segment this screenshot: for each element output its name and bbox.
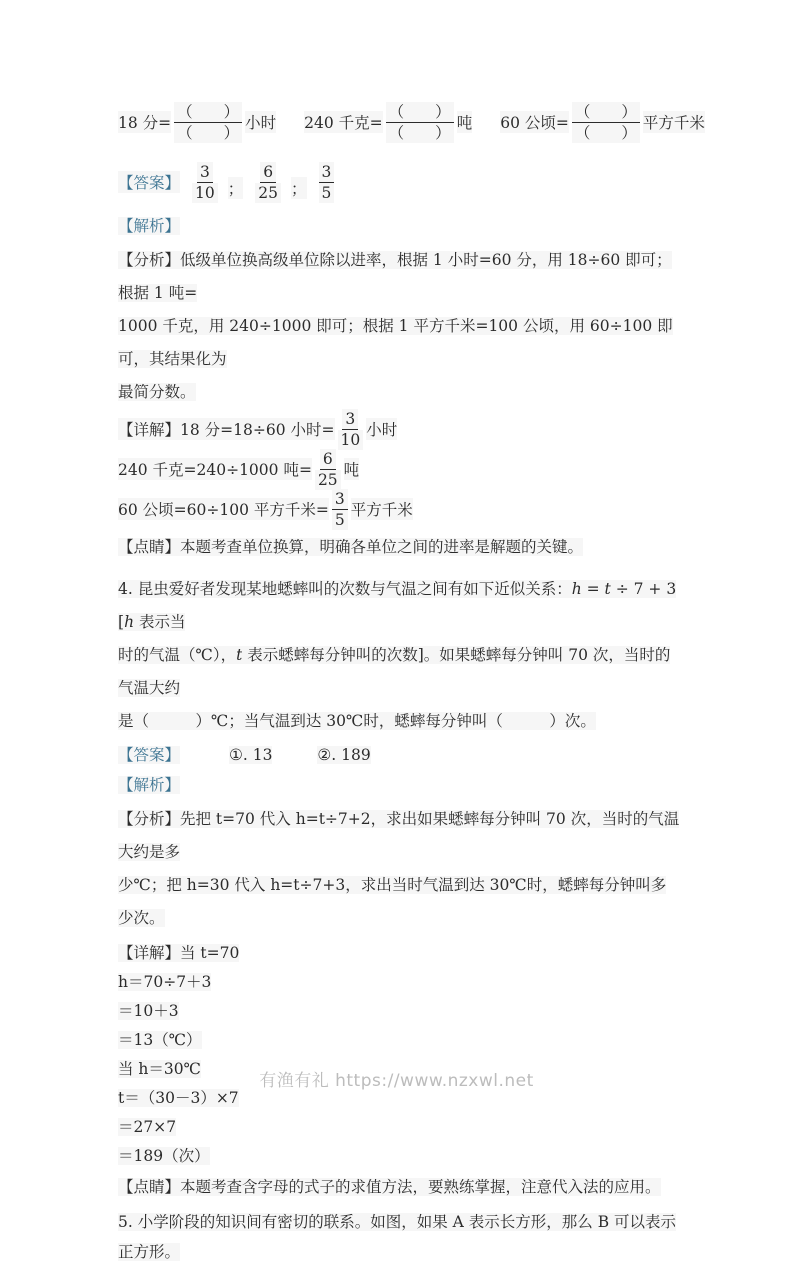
fraction-numerator: 3: [319, 162, 335, 183]
question-4-block: [118, 573, 680, 1201]
q3-detail-line-hectares: [118, 489, 680, 529]
q4-explanation-line: [118, 771, 680, 799]
variable-t: t: [604, 580, 611, 598]
fraction-numerator-blank: （ ）: [572, 102, 640, 123]
fraction-denominator: 25: [255, 183, 281, 203]
q3-keypoint-line: [118, 533, 680, 561]
equation-text: ＝13（℃）: [118, 1031, 202, 1049]
blank-fraction: [572, 102, 640, 143]
analysis-text: 【分析】低级单位换高级单位除以进率，根据 1 小时=60 分，用 18÷60 即可；根据 1 吨=: [118, 251, 672, 302]
conversion-item-minutes: [118, 102, 276, 143]
question-3-block: [118, 96, 705, 561]
fraction-denominator: 25: [315, 470, 341, 490]
analysis-text: 最简分数。: [118, 383, 196, 401]
answer-separator: ；: [291, 177, 307, 199]
answer-fraction-1: [192, 162, 218, 203]
fraction-denominator-blank: （ ）: [572, 123, 640, 143]
q3-analysis-line: [118, 376, 680, 409]
formula-text: ÷ 7 + 3 [: [118, 580, 677, 631]
equation-text: h＝70÷7＋3: [118, 973, 212, 991]
fraction-denominator: 5: [332, 510, 348, 530]
blank-fraction: [174, 102, 242, 143]
keypoint-text: 【点睛】本题考查单位换算，明确各单位之间的进率是解题的关键。: [118, 538, 584, 556]
fraction-numerator: 6: [320, 449, 336, 470]
q4-question-line: [118, 705, 680, 738]
keypoint-text: 【点睛】本题考查含字母的式子的求值方法，要熟练掌握，注意代入法的应用。: [118, 1178, 661, 1196]
q4-detail-intro: [118, 939, 680, 968]
fraction-denominator: 10: [192, 183, 218, 203]
question-text: 表示蟋蟀每分钟叫的次数]。如果蟋蟀每分钟叫 70 次，当时的气温大约: [118, 646, 671, 697]
equation-text: 当 h＝30℃: [118, 1060, 201, 1078]
equation-text: ＝189（次）: [118, 1147, 210, 1165]
q3-analysis-line: [118, 310, 680, 376]
conversion-item-hectares: [500, 102, 705, 143]
detail-post: 平方千米: [351, 498, 413, 520]
analysis-text: 少℃；把 h=30 代入 h=t÷7+3，求出当时气温到达 30℃时，蟋蟀每分钟叫多少次。: [118, 876, 667, 927]
formula-text: =: [581, 580, 605, 598]
answer-label: 【答案】: [118, 746, 181, 764]
detail-text: 【详解】当 t=70: [118, 944, 240, 962]
answer-fraction-3: [319, 162, 335, 203]
fraction-numerator-blank: （ ）: [174, 102, 242, 123]
fraction-numerator: 3: [197, 162, 213, 183]
conversion-post: 平方千米: [643, 111, 705, 133]
fraction-numerator: 3: [332, 489, 348, 510]
explanation-label: 【解析】: [118, 217, 181, 235]
detail-post: 小时: [366, 418, 397, 440]
fraction-numerator: 6: [260, 162, 276, 183]
answer-separator: ；: [228, 177, 244, 199]
result-fraction: [332, 489, 348, 530]
variable-h: h: [571, 580, 582, 598]
q4-question-line: [118, 639, 680, 705]
conversion-post: 小时: [245, 111, 276, 133]
conversion-pre: 240 千克=: [304, 111, 383, 133]
answer-item-1: ①. 13: [228, 746, 273, 764]
question-text: 5. 小学阶段的知识间有密切的联系。如图，如果 A 表示长方形，那么 B 可以表示正方形。: [118, 1213, 677, 1261]
document-content: [118, 96, 705, 1267]
q4-keypoint-line: [118, 1173, 680, 1201]
q4-answer-line: [118, 741, 680, 769]
q4-work-line: [118, 1026, 680, 1055]
equation-text: t＝（30－3）×7: [118, 1089, 239, 1107]
q3-explanation-line: [118, 212, 680, 240]
q4-work-line: [118, 1142, 680, 1171]
q3-analysis-line: [118, 244, 680, 310]
equation-text: ＝27×7: [118, 1118, 177, 1136]
question-text: 4. 昆虫爱好者发现某地蟋蟀叫的次数与气温之间有如下近似关系：: [118, 580, 572, 598]
equation-text: ＝10＋3: [118, 1002, 179, 1020]
q4-work-line: [118, 997, 680, 1026]
q3-answer-line: [118, 160, 680, 204]
variable-t: t: [236, 646, 243, 664]
question-text: 是（ ）℃；当气温到达 30℃时，蟋蟀每分钟叫（ ）次。: [118, 712, 596, 730]
blank-fraction: [386, 102, 454, 143]
answer-item-2: ②. 189: [317, 746, 371, 764]
q3-detail-line-kilograms: [118, 449, 680, 489]
conversion-item-kilograms: [304, 102, 472, 143]
question-text: 表示当: [134, 613, 186, 631]
conversion-post: 吨: [457, 111, 473, 133]
fraction-denominator: 5: [319, 183, 335, 203]
detail-pre: 240 千克=240÷1000 吨=: [118, 458, 312, 480]
detail-pre: 【详解】18 分=18÷60 小时=: [118, 418, 335, 440]
question-5-line: [118, 1207, 680, 1267]
q4-work-line: [118, 968, 680, 997]
q4-analysis-line: [118, 869, 680, 935]
fraction-denominator-blank: （ ）: [174, 123, 242, 143]
watermark-text: 有渔有礼 https://www.nzxwl.net: [259, 1071, 534, 1091]
fraction-numerator-blank: （ ）: [386, 102, 454, 123]
conversion-pre: 60 公顷=: [500, 111, 569, 133]
unit-conversion-line: [118, 96, 705, 148]
fraction-denominator-blank: （ ）: [386, 123, 454, 143]
q4-work-line: [118, 1113, 680, 1142]
conversion-pre: 18 分=: [118, 111, 171, 133]
q4-analysis-line: [118, 803, 680, 869]
q4-question-line: [118, 573, 680, 639]
fraction-numerator: 3: [342, 409, 358, 430]
fraction-denominator: 10: [338, 430, 364, 450]
result-fraction: [338, 409, 364, 450]
variable-h: h: [124, 613, 135, 631]
answer-label: 【答案】: [118, 171, 180, 193]
analysis-text: 【分析】先把 t=70 代入 h=t÷7+2，求出如果蟋蟀每分钟叫 70 次，当时的气温大约是多: [118, 810, 680, 861]
detail-post: 吨: [344, 458, 360, 480]
explanation-label: 【解析】: [118, 776, 181, 794]
detail-pre: 60 公顷=60÷100 平方千米=: [118, 498, 329, 520]
analysis-text: 1000 千克，用 240÷1000 即可；根据 1 平方千米=100 公顷，用 60÷100 即可，其结果化为: [118, 317, 673, 368]
question-text: 时的气温（℃），: [118, 646, 237, 664]
result-fraction: [315, 449, 341, 490]
q3-detail-line-minutes: [118, 409, 680, 449]
footer-watermark: [0, 1066, 793, 1091]
answer-fraction-2: [255, 162, 281, 203]
